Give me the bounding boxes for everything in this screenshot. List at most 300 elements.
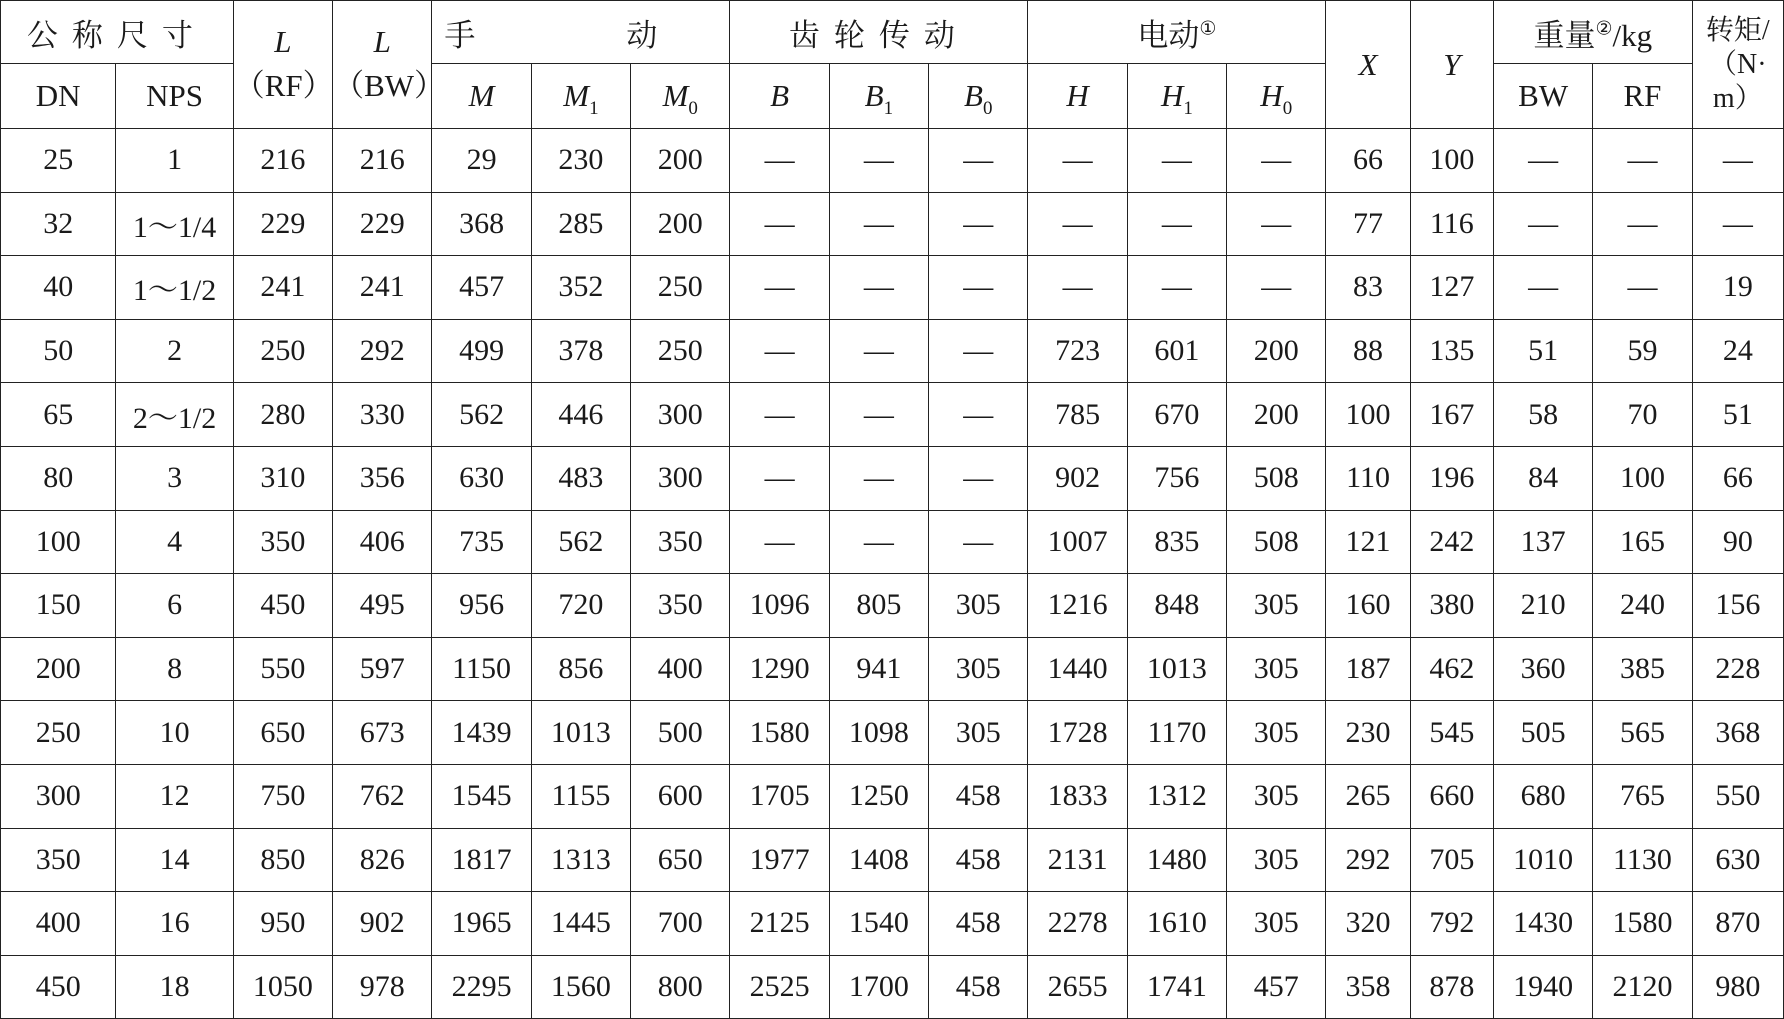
table-cell: 19 [1692,256,1783,320]
table-cell: — [829,319,928,383]
table-cell: 597 [333,637,432,701]
header-manual-label: 手 动 [444,17,718,53]
table-cell: 457 [432,256,531,320]
table-cell: 2295 [432,955,531,1019]
header-nominal-size [1,1,234,64]
table-cell: 1～1/4 [116,192,233,256]
table-cell: 100 [1593,446,1692,510]
table-cell: 870 [1692,892,1783,956]
table-cell: 1610 [1127,892,1226,956]
table-cell: 250 [631,319,730,383]
table-cell: — [829,129,928,193]
table-cell: 280 [233,383,332,447]
table-cell: 2278 [1028,892,1127,956]
table-cell: — [929,319,1028,383]
header-b0-sub: 0 [982,98,993,119]
table-cell: 88 [1326,319,1410,383]
table-cell: — [829,510,928,574]
table-cell: 305 [1227,764,1326,828]
table-cell: 160 [1326,574,1410,638]
table-cell: 1150 [432,637,531,701]
table-cell: 1013 [531,701,630,765]
header-x [1326,1,1410,129]
header-weight-bw-label: BW [1518,78,1569,113]
header-h0 [1227,64,1326,129]
header-b0 [929,64,1028,129]
table-cell: 1977 [730,828,829,892]
header-weight-note: ② [1595,18,1613,40]
table-cell: 723 [1028,319,1127,383]
table-cell: 508 [1227,446,1326,510]
header-electric [1028,1,1326,64]
table-cell: 242 [1410,510,1493,574]
table-row [1,701,1784,765]
table-cell: 350 [631,510,730,574]
table-cell: — [1227,192,1326,256]
table-cell: 1833 [1028,764,1127,828]
table-cell: 483 [531,446,630,510]
table-row [1,892,1784,956]
table-cell: — [1127,129,1226,193]
table-cell: 1580 [730,701,829,765]
table-cell: 90 [1692,510,1783,574]
table-cell: 2131 [1028,828,1127,892]
table-cell: 1155 [531,764,630,828]
table-cell: 400 [631,637,730,701]
header-h [1028,64,1127,129]
table-cell: 1430 [1493,892,1592,956]
table-cell: 458 [929,892,1028,956]
table-cell: 850 [233,828,332,892]
header-m1-label: M [563,78,590,113]
table-cell: 305 [1227,892,1326,956]
table-cell: 705 [1410,828,1493,892]
header-h0-sub: 0 [1282,98,1293,119]
table-cell: — [1028,192,1127,256]
table-cell: 1010 [1493,828,1592,892]
table-cell: — [1593,129,1692,193]
table-cell: 1817 [432,828,531,892]
table-cell: 200 [1,637,116,701]
header-dn [1,64,116,129]
header-gear-label: 齿轮传动 [788,17,969,53]
header-electric-note: ① [1199,18,1217,40]
table-cell: 630 [1692,828,1783,892]
table-cell: 2525 [730,955,829,1019]
table-cell: 630 [432,446,531,510]
table-cell: 165 [1593,510,1692,574]
header-gear [730,1,1028,64]
table-cell: 980 [1692,955,1783,1019]
table-cell: 458 [929,955,1028,1019]
table-cell: 941 [829,637,928,701]
table-cell: 25 [1,129,116,193]
table-cell: 310 [233,446,332,510]
header-nps-label: NPS [146,78,203,113]
table-cell: 24 [1692,319,1783,383]
table-cell: 562 [531,510,630,574]
header-b [730,64,829,129]
table-cell: 66 [1692,446,1783,510]
header-electric-label: 电动 [1137,17,1200,53]
header-weight-label: 重量 [1533,17,1596,53]
table-cell: 137 [1493,510,1592,574]
table-cell: 1216 [1028,574,1127,638]
table-cell: 2655 [1028,955,1127,1019]
table-cell: 950 [233,892,332,956]
table-cell: — [730,129,829,193]
table-cell: 680 [1493,764,1592,828]
table-cell: 670 [1127,383,1226,447]
table-cell: 250 [1,701,116,765]
table-row [1,764,1784,828]
header-b0-label: B [964,78,983,113]
table-cell: 229 [233,192,332,256]
table-cell: 601 [1127,319,1226,383]
table-cell: 378 [531,319,630,383]
table-cell: — [1593,256,1692,320]
table-cell: 300 [631,383,730,447]
table-cell: 16 [116,892,233,956]
table-cell: 358 [1326,955,1410,1019]
table-cell: 250 [233,319,332,383]
table-cell: 1130 [1593,828,1692,892]
table-cell: 12 [116,764,233,828]
table-cell: — [929,383,1028,447]
table-row [1,510,1784,574]
table-cell: — [1692,192,1783,256]
table-cell: 196 [1410,446,1493,510]
table-cell: 167 [1410,383,1493,447]
header-m0-label: M [662,78,689,113]
table-cell: 4 [116,510,233,574]
table-cell: 352 [531,256,630,320]
header-h0-label: H [1260,78,1283,113]
table-cell: — [929,192,1028,256]
table-cell: 40 [1,256,116,320]
header-l-bw-letter: L [373,24,391,59]
header-m0-sub: 0 [688,98,698,119]
table-cell: 1～1/2 [116,256,233,320]
header-l-rf [233,1,332,129]
table-cell: 826 [333,828,432,892]
table-cell: 70 [1593,383,1692,447]
table-row [1,446,1784,510]
table-cell: 83 [1326,256,1410,320]
header-y [1410,1,1493,129]
table-cell: 350 [631,574,730,638]
table-cell: 1013 [1127,637,1226,701]
table-cell: 765 [1593,764,1692,828]
table-cell: — [730,446,829,510]
table-cell: — [1127,192,1226,256]
table-cell: 305 [1227,828,1326,892]
table-row [1,383,1784,447]
header-l-rf-label: （RF） [233,68,334,103]
table-cell: 902 [333,892,432,956]
header-b-label: B [770,78,790,113]
table-cell: 2～1/2 [116,383,233,447]
table-cell: 3 [116,446,233,510]
header-x-label: X [1358,46,1378,82]
table-cell: 368 [1692,701,1783,765]
table-cell: 1440 [1028,637,1127,701]
table-cell: 2 [116,319,233,383]
table-cell: 1580 [1593,892,1692,956]
table-cell: — [929,256,1028,320]
table-cell: 1540 [829,892,928,956]
table-row [1,192,1784,256]
table-cell: — [929,446,1028,510]
table-cell: — [1028,129,1127,193]
table-cell: 978 [333,955,432,1019]
table-cell: 6 [116,574,233,638]
table-cell: 385 [1593,637,1692,701]
table-cell: 240 [1593,574,1692,638]
table-cell: 1940 [1493,955,1592,1019]
table-cell: 450 [1,955,116,1019]
table-cell: 406 [333,510,432,574]
table-cell: — [829,256,928,320]
table-cell: 59 [1593,319,1692,383]
table-cell: 2125 [730,892,829,956]
table-cell: 100 [1410,129,1493,193]
table-cell: 1965 [432,892,531,956]
table-cell: 156 [1692,574,1783,638]
table-cell: — [1593,192,1692,256]
table-cell: 1545 [432,764,531,828]
table-cell: 200 [1227,383,1326,447]
table-cell: 1290 [730,637,829,701]
table-cell: 1312 [1127,764,1226,828]
table-cell: 305 [929,637,1028,701]
table-cell: 458 [929,764,1028,828]
header-l-bw-label: （BW） [333,68,446,103]
header-nominal-size-label: 公称尺寸 [26,17,207,53]
table-cell: 229 [333,192,432,256]
table-cell: 10 [116,701,233,765]
table-cell: 505 [1493,701,1592,765]
table-cell: 116 [1410,192,1493,256]
table-cell: 241 [333,256,432,320]
table-cell: 230 [1326,701,1410,765]
table-row [1,129,1784,193]
table-cell: 545 [1410,701,1493,765]
table-cell: — [829,192,928,256]
table-cell: 673 [333,701,432,765]
header-m1-sub: 1 [589,98,599,119]
header-b1-label: B [864,78,884,113]
table-cell: 650 [631,828,730,892]
table-cell: 457 [1227,955,1326,1019]
table-cell: — [829,446,928,510]
table-cell: — [1227,129,1326,193]
table-cell: 228 [1692,637,1783,701]
header-m [432,64,531,129]
header-b1-sub: 1 [883,98,894,119]
table-cell: 356 [333,446,432,510]
table-cell: 756 [1127,446,1226,510]
table-cell: — [730,256,829,320]
table-cell: 80 [1,446,116,510]
table-cell: 700 [631,892,730,956]
table-cell: 380 [1410,574,1493,638]
table-cell: — [1493,192,1592,256]
table-cell: 835 [1127,510,1226,574]
table-cell: 250 [631,256,730,320]
table-row [1,955,1784,1019]
table-cell: 66 [1326,129,1410,193]
table-cell: 805 [829,574,928,638]
table-cell: 1408 [829,828,928,892]
table-cell: — [730,319,829,383]
table-cell: 720 [531,574,630,638]
table-cell: 750 [233,764,332,828]
table-cell: 735 [432,510,531,574]
table-cell: 800 [631,955,730,1019]
table-cell: 200 [631,129,730,193]
header-weight [1493,1,1692,64]
table-cell: 1560 [531,955,630,1019]
table-cell: 300 [631,446,730,510]
table-cell: 285 [531,192,630,256]
table-cell: 14 [116,828,233,892]
table-row [1,319,1784,383]
table-cell: 350 [233,510,332,574]
header-torque [1692,1,1783,129]
table-cell: 1007 [1028,510,1127,574]
table-cell: 127 [1410,256,1493,320]
header-h1-sub: 1 [1183,98,1193,119]
table-cell: 762 [333,764,432,828]
table-cell: 150 [1,574,116,638]
table-cell: 110 [1326,446,1410,510]
table-cell: 785 [1028,383,1127,447]
table-cell: 902 [1028,446,1127,510]
table-cell: 265 [1326,764,1410,828]
table-cell: 1728 [1028,701,1127,765]
table-cell: 956 [432,574,531,638]
table-cell: 1445 [531,892,630,956]
table-header [1,1,1784,129]
table-cell: 1250 [829,764,928,828]
table-cell: 292 [1326,828,1410,892]
table-cell: 300 [1,764,116,828]
table-cell: 562 [432,383,531,447]
table-cell: 1705 [730,764,829,828]
table-cell: 84 [1493,446,1592,510]
table-cell: 320 [1326,892,1410,956]
table-cell: 1313 [531,828,630,892]
table-cell: 18 [116,955,233,1019]
table-cell: 450 [233,574,332,638]
table-cell: 660 [1410,764,1493,828]
table-cell: 241 [233,256,332,320]
table-cell: 650 [233,701,332,765]
header-m-label: M [468,78,495,113]
table-body [1,129,1784,1019]
table-cell: 51 [1692,383,1783,447]
table-cell: 135 [1410,319,1493,383]
header-row-1 [1,1,1784,64]
table-cell: 499 [432,319,531,383]
table-cell: 330 [333,383,432,447]
table-cell: — [929,129,1028,193]
table-cell: 1096 [730,574,829,638]
table-cell: 187 [1326,637,1410,701]
table-cell: 856 [531,637,630,701]
table-cell: 565 [1593,701,1692,765]
table-cell: 230 [531,129,630,193]
table-cell: 305 [1227,701,1326,765]
table-cell: — [1127,256,1226,320]
table-cell: 305 [929,701,1028,765]
table-row [1,574,1784,638]
header-h-label: H [1066,78,1089,113]
table-cell: 305 [1227,574,1326,638]
table-cell: 1098 [829,701,928,765]
header-h1 [1127,64,1226,129]
table-cell: — [730,510,829,574]
table-row [1,828,1784,892]
table-cell: 8 [116,637,233,701]
table-cell: 77 [1326,192,1410,256]
table-cell: — [1493,129,1592,193]
table-cell: 200 [1227,319,1326,383]
table-cell: 292 [333,319,432,383]
table-cell: 121 [1326,510,1410,574]
table-cell: 1439 [432,701,531,765]
header-manual [432,1,730,64]
header-weight-rf-label: RF [1623,78,1662,113]
table-cell: — [1692,129,1783,193]
table-cell: — [730,192,829,256]
table-row [1,637,1784,701]
table-cell: — [1227,256,1326,320]
header-l-bw [333,1,446,129]
table-cell: 216 [233,129,332,193]
table-cell: 360 [1493,637,1592,701]
table-cell: — [730,383,829,447]
table-cell: — [1493,256,1592,320]
header-weight-bw [1493,64,1592,129]
table-cell: — [929,510,1028,574]
table-cell: 1050 [233,955,332,1019]
header-b1 [829,64,928,129]
header-dn-label: DN [35,78,81,113]
table-cell: 878 [1410,955,1493,1019]
table-cell: 848 [1127,574,1226,638]
table-cell: 305 [1227,637,1326,701]
table-cell: 210 [1493,574,1592,638]
table-cell: 2120 [1593,955,1692,1019]
header-h1-label: H [1160,78,1184,113]
table-cell: 1 [116,129,233,193]
table-cell: 29 [432,129,531,193]
table-cell: 1700 [829,955,928,1019]
header-torque-label: 转矩/（N·m） [1705,14,1770,114]
table-cell: 58 [1493,383,1592,447]
table-cell: 350 [1,828,116,892]
table-cell: 100 [1,510,116,574]
header-weight-unit: /kg [1612,17,1653,53]
table-row [1,256,1784,320]
table-cell: — [829,383,928,447]
table-cell: 458 [929,828,1028,892]
table-cell: — [1028,256,1127,320]
table-cell: 508 [1227,510,1326,574]
table-cell: 305 [929,574,1028,638]
